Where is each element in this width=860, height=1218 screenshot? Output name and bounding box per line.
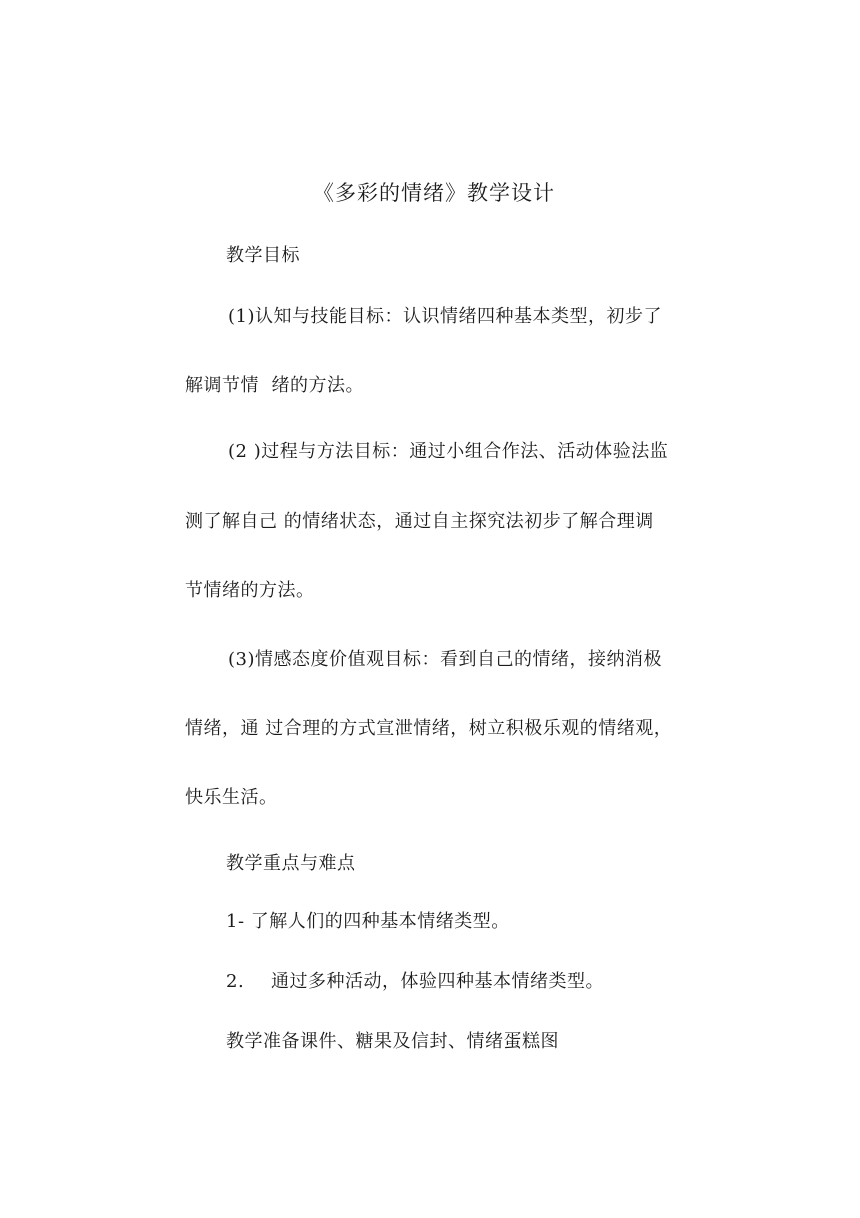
key-point-1: 1- 了解人们的四种基本情绪类型。 (226, 911, 510, 932)
objective-2-line-1: (2 )过程与方法目标：通过小组合作法、活动体验法监 (228, 441, 669, 462)
objective-1-line-2: 解调节情 绪的方法。 (185, 375, 364, 396)
objective-3-line-2: 情绪，通 过合理的方式宣泄情绪，树立积极乐观的情绪观， (185, 718, 673, 739)
objective-3-line-3: 快乐生活。 (185, 787, 278, 808)
document-title: 《多彩的情绪》教学设计 (313, 181, 555, 205)
key-points-heading: 教学重点与难点 (226, 853, 356, 874)
objective-1-line-1: (1)认知与技能目标：认识情绪四种基本类型，初步了 (228, 306, 662, 327)
objectives-heading: 教学目标 (226, 245, 300, 266)
objective-2-line-2: 测了解自己 的情绪状态，通过自主探究法初步了解合理调 (185, 511, 654, 532)
preparation-line: 教学准备课件、糖果及信封、情绪蛋糕图 (226, 1031, 559, 1052)
key-point-2-number: 2. (226, 971, 245, 992)
objective-3-line-1: (3)情感态度价值观目标：看到自己的情绪，接纳消极 (228, 649, 662, 670)
key-point-2-text: 通过多种活动，体验四种基本情绪类型。 (271, 971, 604, 992)
objective-2-line-3: 节情绪的方法。 (185, 580, 315, 601)
